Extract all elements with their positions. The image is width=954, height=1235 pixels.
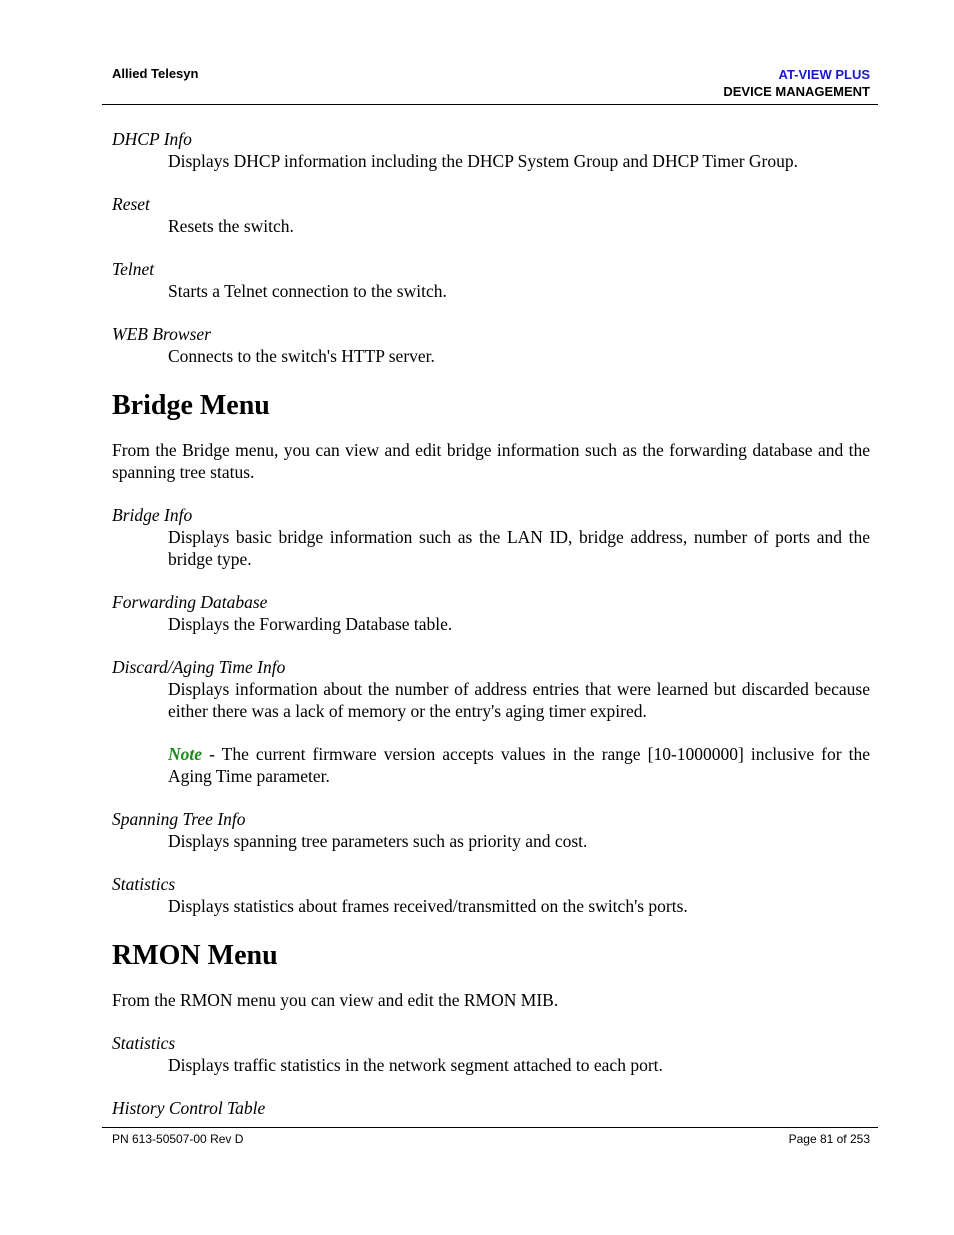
product-name: AT-VIEW PLUS xyxy=(778,67,870,82)
term-dhcp-info: DHCP Info xyxy=(112,129,192,149)
note-text: - The current firmware version accepts values in the range [10-1000000] inclusive for the Aging Time parameter. xyxy=(168,744,870,786)
desc-forwarding-database: Displays the Forwarding Database table. xyxy=(168,614,453,634)
heading-rmon-menu: RMON Menu xyxy=(112,940,278,971)
desc-discard-aging: Displays information about the number of address entries that were learned but discarded because either there was a lack of memory or the entry's aging timer expired. xyxy=(168,679,870,721)
note-label: Note xyxy=(168,744,203,764)
term-telnet: Telnet xyxy=(112,259,155,279)
term-bridge-info: Bridge Info xyxy=(112,505,193,525)
page-number: Page 81 of 253 xyxy=(788,1132,870,1146)
desc-web-browser: Connects to the switch's HTTP server. xyxy=(168,346,435,366)
heading-bridge-menu: Bridge Menu xyxy=(112,390,270,421)
term-statistics: Statistics xyxy=(112,874,176,894)
desc-dhcp-info: Displays DHCP information including the DHCP System Group and DHCP Timer Group. xyxy=(168,151,799,171)
desc-reset: Resets the switch. xyxy=(168,216,294,236)
note-paragraph xyxy=(168,743,870,787)
term-reset: Reset xyxy=(112,194,150,214)
desc-statistics: Displays statistics about frames received/transmitted on the switch's ports. xyxy=(168,896,688,916)
term-spanning-tree-info: Spanning Tree Info xyxy=(112,809,246,829)
header-right xyxy=(723,66,870,100)
document-body xyxy=(112,128,870,1119)
header-rule xyxy=(102,104,878,105)
term-forwarding-database: Forwarding Database xyxy=(112,592,268,612)
term-history-control-table: History Control Table xyxy=(112,1098,266,1118)
rmon-intro: From the RMON menu you can view and edit the RMON MIB. xyxy=(112,990,559,1010)
desc-spanning-tree-info: Displays spanning tree parameters such as priority and cost. xyxy=(168,831,588,851)
desc-bridge-info: Displays basic bridge information such as the LAN ID, bridge address, number of ports and the bridge type. xyxy=(168,527,870,569)
desc-telnet: Starts a Telnet connection to the switch. xyxy=(168,281,447,301)
desc-rmon-statistics: Displays traffic statistics in the network segment attached to each port. xyxy=(168,1055,663,1075)
section-name: DEVICE MANAGEMENT xyxy=(723,84,870,99)
company-name: Allied Telesyn xyxy=(112,66,199,81)
part-number: PN 613-50507-00 Rev D xyxy=(112,1132,244,1146)
footer-rule xyxy=(102,1127,878,1128)
term-web-browser: WEB Browser xyxy=(112,324,211,344)
bridge-intro: From the Bridge menu, you can view and edit bridge information such as the forwarding database and the spanning tree status. xyxy=(112,440,870,482)
term-discard-aging: Discard/Aging Time Info xyxy=(112,657,286,677)
term-rmon-statistics: Statistics xyxy=(112,1033,176,1053)
